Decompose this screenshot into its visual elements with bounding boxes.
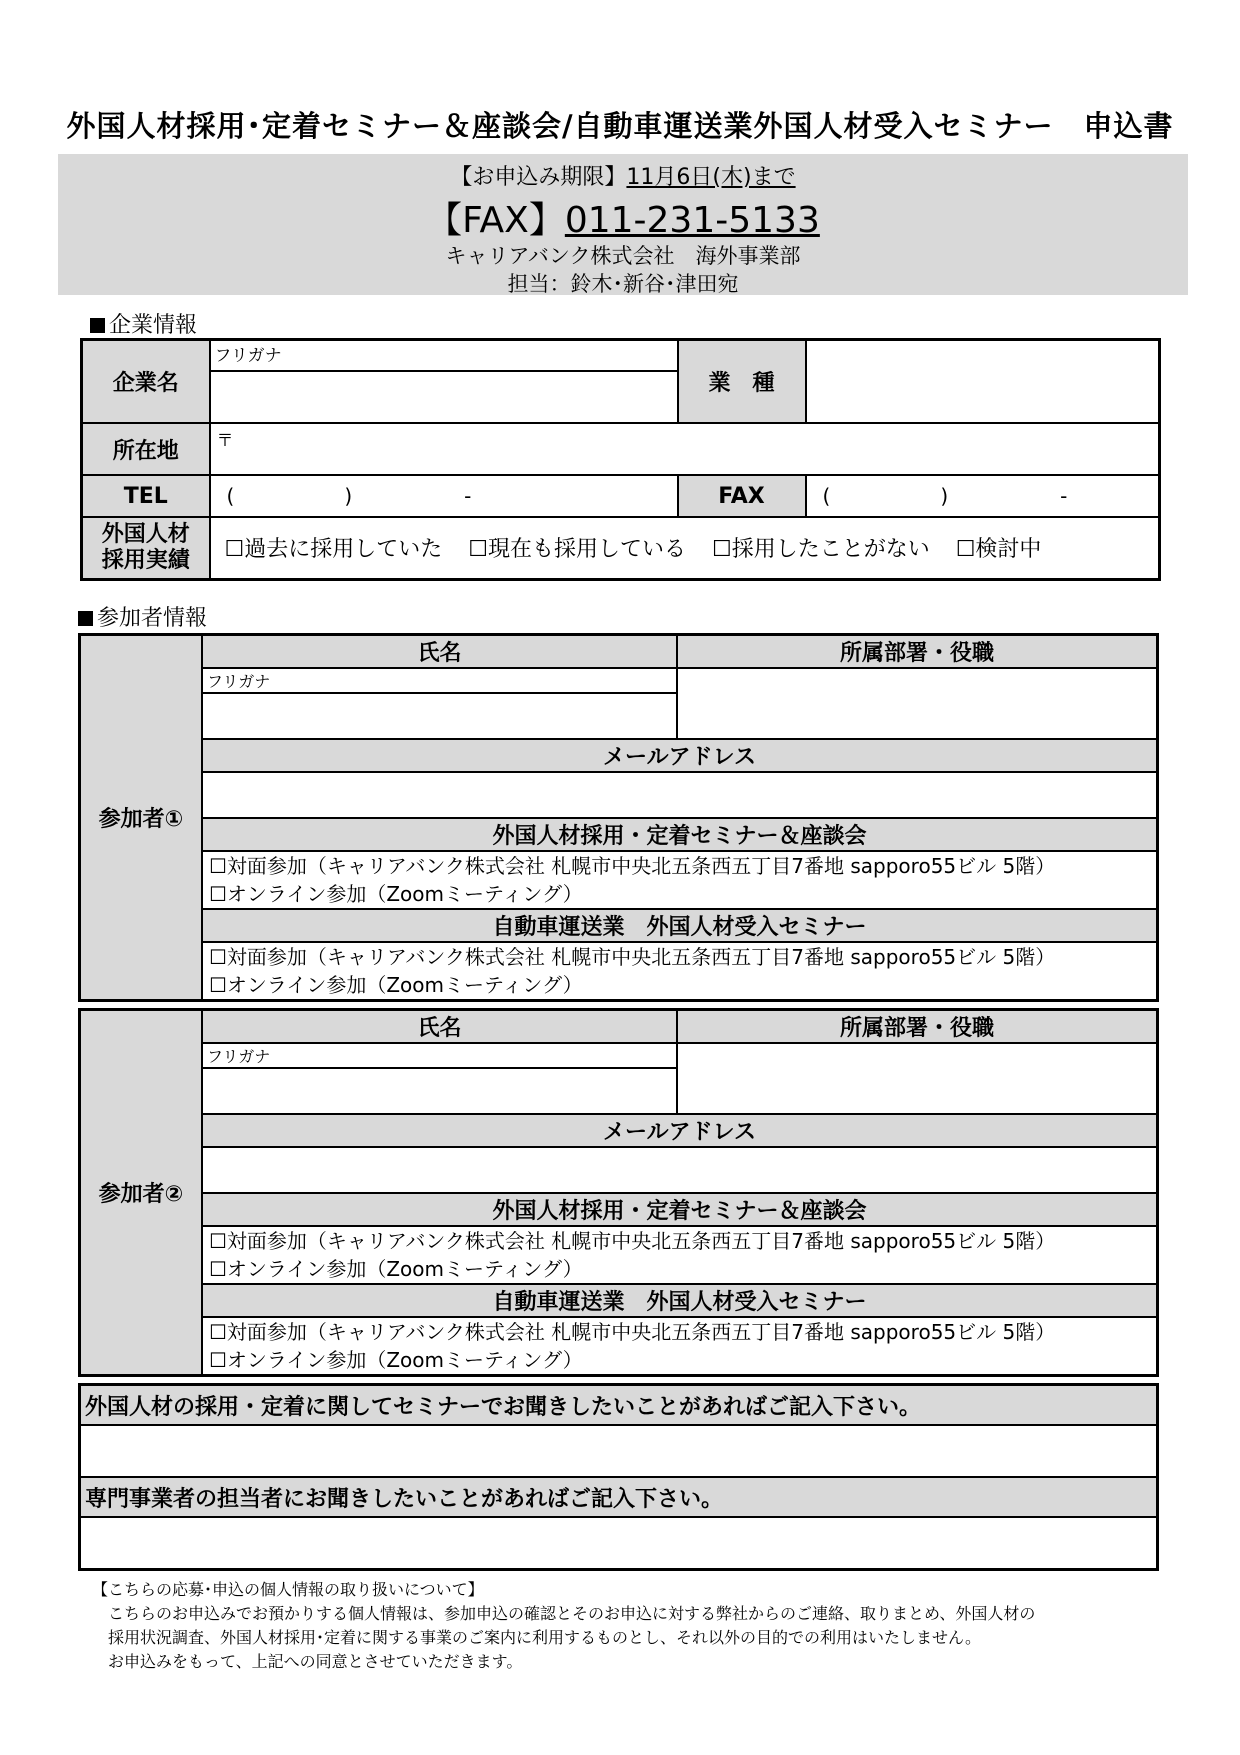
participant-section-heading: 参加者情報 [78, 601, 207, 632]
participant-1-name-field[interactable] [202, 693, 677, 739]
industry-field[interactable] [806, 340, 1160, 424]
checkbox-past-hired[interactable]: ☐過去に採用していた [224, 537, 443, 563]
privacy-line-1: こちらのお申込みでお預かりする個人情報は、参加申込の確認とそのお申込に対する弊社からのご連絡、取りまとめ、外国人材の [108, 1604, 1036, 1623]
participant-2-seminar-2-options [202, 1317, 1158, 1376]
question-2-label: 専門事業者の担当者にお聞きしたいことがあればご記入下さい。 [80, 1477, 1158, 1517]
seminar-1-header: 外国人材採用・定着セミナー＆座談会 [202, 1193, 1158, 1226]
postal-mark: 〒 [216, 431, 234, 451]
seminar-2-header: 自動車運送業 外国人材受入セミナー [202, 909, 1158, 942]
deadline-label: 【お申込み期限】 [450, 165, 627, 190]
company-furigana-field[interactable]: フリガナ [210, 340, 678, 372]
deadline [58, 160, 1188, 191]
seminar-1-header: 外国人材採用・定着セミナー＆座談会 [202, 818, 1158, 851]
participant-1-email-field[interactable] [202, 772, 1158, 818]
company-info-table [80, 338, 1161, 581]
participant-2-table [78, 1008, 1159, 1377]
checkbox-online[interactable]: ☐オンライン参加（Zoomミーティング） [209, 1348, 583, 1372]
company-name-label: 企業名 [82, 340, 210, 424]
question-1-label: 外国人材の採用・定着に関してセミナーでお聞きしたいことがあればご記入下さい。 [80, 1385, 1158, 1426]
industry-label: 業 種 [678, 340, 806, 424]
participant-2-email-field[interactable] [202, 1147, 1158, 1193]
participant-2-label: 参加者② [80, 1010, 203, 1376]
hiring-record-label: 外国人材 採用実績 [82, 517, 210, 579]
fax-label: 【FAX】 [426, 200, 565, 241]
name-header: 氏名 [202, 1010, 677, 1044]
fax-label: FAX [678, 475, 806, 517]
fax-field[interactable]: ( ) - [806, 475, 1160, 517]
question-1-field[interactable] [80, 1425, 1158, 1477]
participant-1-seminar-2-options [202, 942, 1158, 1001]
department-header: 所属部署・役職 [677, 635, 1158, 669]
email-header: メールアドレス [202, 739, 1158, 772]
participant-1-label: 参加者① [80, 635, 203, 1001]
department-header: 所属部署・役職 [677, 1010, 1158, 1044]
tel-field[interactable]: ( ) - [210, 475, 678, 517]
participant-1-furigana[interactable]: フリガナ [202, 668, 677, 693]
email-header: メールアドレス [202, 1114, 1158, 1147]
questions-table [78, 1383, 1159, 1571]
checkbox-currently-hiring[interactable]: ☐現在も採用している [468, 537, 686, 563]
participant-1-table [78, 633, 1159, 1002]
participant-2-department-field[interactable] [677, 1043, 1158, 1114]
privacy-notice [92, 1578, 1035, 1674]
privacy-heading: 【こちらの応募･申込の個人情報の取り扱いについて】 [92, 1580, 484, 1599]
tel-label: TEL [82, 475, 210, 517]
participant-1-seminar-1-options [202, 851, 1158, 909]
square-bullet-icon [90, 318, 105, 333]
checkbox-in-person[interactable]: ☐対面参加（キャリアバンク株式会社 札幌市中央北五条西五丁目7番地 sapporo55ビル 5階） [209, 1229, 1056, 1253]
name-header: 氏名 [202, 635, 677, 669]
question-2-field[interactable] [80, 1517, 1158, 1569]
checkbox-never-hired[interactable]: ☐採用したことがない [711, 537, 930, 563]
seminar-2-header: 自動車運送業 外国人材受入セミナー [202, 1284, 1158, 1317]
participant-1-department-field[interactable] [677, 668, 1158, 739]
checkbox-online[interactable]: ☐オンライン参加（Zoomミーティング） [209, 1257, 583, 1281]
checkbox-online[interactable]: ☐オンライン参加（Zoomミーティング） [209, 882, 583, 906]
participant-2-name-field[interactable] [202, 1068, 677, 1114]
submission-banner [58, 154, 1188, 295]
checkbox-in-person[interactable]: ☐対面参加（キャリアバンク株式会社 札幌市中央北五条西五丁目7番地 sapporo55ビル 5階） [209, 1320, 1056, 1344]
address-field[interactable] [210, 423, 1160, 475]
square-bullet-icon [78, 611, 93, 626]
contact-persons: 担当：鈴木･新谷･津田宛 [507, 272, 739, 296]
checkbox-in-person[interactable]: ☐対面参加（キャリアバンク株式会社 札幌市中央北五条西五丁目7番地 sapporo55ビル 5階） [209, 945, 1056, 969]
company-name-field[interactable] [210, 371, 678, 423]
company-name: キャリアバンク株式会社 海外事業部 [445, 244, 801, 268]
fax-number: 011-231-5133 [564, 200, 820, 241]
privacy-line-3: お申込みをもって、上記への同意とさせていただきます。 [108, 1652, 523, 1671]
participant-2-furigana[interactable]: フリガナ [202, 1043, 677, 1068]
address-label: 所在地 [82, 423, 210, 475]
deadline-date: 11月6日(木)まで [626, 165, 796, 190]
fax-line [58, 192, 1188, 243]
privacy-line-2: 採用状況調査、外国人材採用･定着に関する事業のご案内に利用するものとし、それ以外の目的での利用はいたしません。 [108, 1628, 981, 1647]
checkbox-considering[interactable]: ☐検討中 [955, 537, 1042, 563]
form-title: 外国人材採用･定着セミナー＆座談会/自動車運送業外国人材受入セミナー 申込書 [66, 109, 1174, 143]
participant-2-seminar-1-options [202, 1226, 1158, 1284]
hiring-record-options [210, 517, 1160, 579]
checkbox-online[interactable]: ☐オンライン参加（Zoomミーティング） [209, 973, 583, 997]
company-section-heading: 企業情報 [90, 308, 197, 339]
checkbox-in-person[interactable]: ☐対面参加（キャリアバンク株式会社 札幌市中央北五条西五丁目7番地 sapporo55ビル 5階） [209, 854, 1056, 878]
